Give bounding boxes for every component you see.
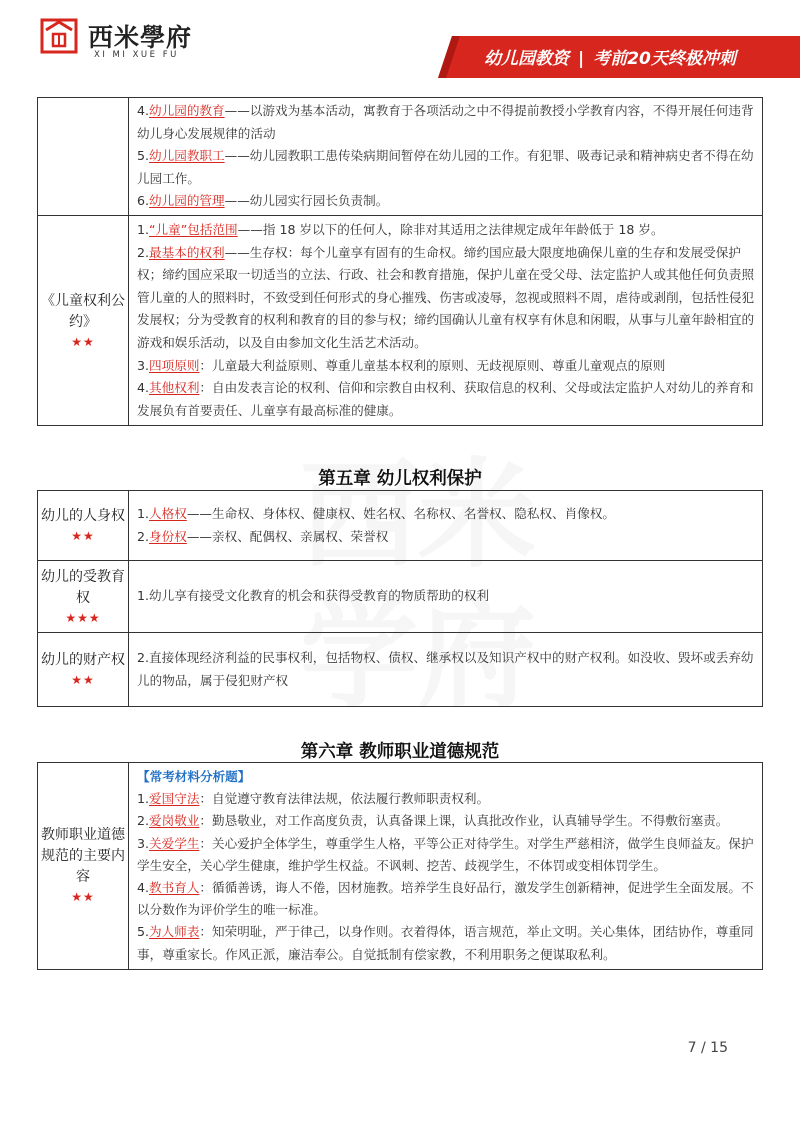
- list-item: 6.幼儿园的管理——幼儿园实行园长负责制。: [137, 193, 389, 209]
- chapter-title: 第六章 教师职业道德规范: [300, 742, 500, 762]
- page-header: [0, 0, 800, 78]
- row-content: [129, 561, 763, 633]
- label-text: 幼儿的人身权: [41, 508, 125, 524]
- list-item: 2.爱岗敬业：勤恳敬业，对工作高度负责，认真备课上课，认真批改作业，认真辅导学生。不得敷衍塞责。: [137, 813, 729, 829]
- keyword: 其他权利: [149, 380, 200, 396]
- list-item: 5.为人师表：知荣明耻，严于律己，以身作则。衣着得体，语言规范，举止文明。关心集体，团结协作，尊重同事，尊重家长。作风正派，廉洁奉公。自觉抵制有偿家教，不利用职务之便谋取私利。: [137, 924, 754, 962]
- list-item: 1.人格权——生命权、身体权、健康权、姓名权、名称权、名誉权、隐私权、肖像权。: [137, 505, 615, 521]
- list-item: 4.其他权利：自由发表言论的权利、信仰和宗教自由权利、获取信息的权利、父母或法定监护人对幼儿的养育和发展负有首要责任、儿童享有最高标准的健康。: [137, 380, 754, 418]
- row-label: [38, 561, 129, 633]
- keyword: 爱岗敬业: [149, 813, 200, 829]
- keyword: 幼儿园教职工: [149, 148, 225, 164]
- page-number: 7 / 15: [687, 1040, 728, 1056]
- label-text: 《儿童权利公约》: [41, 292, 125, 330]
- table-kindergarten-regulations: [37, 97, 763, 426]
- importance-stars: ★★: [71, 673, 95, 687]
- importance-stars: ★★: [71, 529, 95, 543]
- importance-stars: ★★: [71, 334, 95, 349]
- row-label-empty: [38, 98, 129, 216]
- banner-separator: |: [578, 49, 585, 69]
- tip-heading: 【常考材料分析题】: [137, 769, 251, 784]
- banner-left: 幼儿园教资: [484, 49, 569, 69]
- brand-subtitle: XI MI XUE FU: [94, 50, 179, 60]
- keyword: 为人师表: [149, 924, 200, 940]
- row-label: [38, 491, 129, 561]
- keyword: 最基本的权利: [149, 244, 225, 260]
- list-item: 1.“儿童”包括范围——指 18 岁以下的任何人，除非对其适用之法律规定成年年龄低于 18 岁。: [137, 221, 664, 237]
- table-row: [38, 215, 763, 425]
- keyword: 关爱学生: [149, 835, 200, 851]
- banner-text: [484, 44, 736, 69]
- list-item: 2.最基本的权利——生存权：每个儿童享有固有的生命权。缔约国应最大限度地确保儿童的生存和发展受保护权；缔约国应采取一切适当的立法、行政、社会和教育措施，保护儿童在受父母、法定监护人或其他任何负责照管儿童的人的照料时，不致受到任何形式的身心摧残、伤害或凌辱，忽视或照料不周，虐待或剥削，包括性侵犯发展权；分为受教育的权利和教育的目的参与权；缔约国确认儿童有权享有休息和闲暇，从事与儿童年龄相宜的游戏和娱乐活动，以及自由参加文化生活艺术活动。: [137, 244, 755, 350]
- school-logo-icon: [40, 14, 78, 54]
- row-label: [38, 633, 129, 707]
- brand-name: 西米學府: [88, 23, 193, 52]
- keyword: 教书育人: [149, 880, 200, 896]
- table-row: [38, 561, 763, 633]
- list-item: 2.直接体现经济利益的民事权利，包括物权、债权、继承权以及知识产权中的财产权利。如没收、毁坏或丢弃幼儿的物品，属于侵犯财产权: [137, 649, 754, 688]
- table-row: [38, 98, 763, 216]
- label-text: 教师职业道德规范的主要内容: [41, 827, 125, 886]
- table-child-rights: [37, 490, 763, 707]
- keyword: 身份权: [149, 528, 187, 544]
- importance-stars: ★★: [71, 890, 95, 905]
- list-item: 4.教书育人：循循善诱，诲人不倦，因材施教。培养学生良好品行，激发学生创新精神，促进学生全面发展。不以分数作为评价学生的唯一标准。: [137, 880, 754, 918]
- list-item: 3.关爱学生：关心爱护全体学生，尊重学生人格，平等公正对待学生。对学生严慈相济，做学生良师益友。保护学生安全，关心学生健康，维护学生权益。不讽刺、挖苦、歧视学生，不体罚或变相体罚学生。: [137, 835, 754, 873]
- list-item: 1.爱国守法：自觉遵守教育法律法规，依法履行教师职责权利。: [137, 791, 490, 807]
- list-item: 1.幼儿享有接受文化教育的机会和获得受教育的物质帮助的权利: [137, 588, 490, 604]
- row-content: [129, 633, 763, 707]
- list-item: 2.身份权——亲权、配偶权、亲属权、荣誉权: [137, 528, 389, 544]
- keyword: 幼儿园的管理: [149, 193, 225, 209]
- keyword: 人格权: [149, 505, 187, 521]
- table-teacher-ethics: [37, 762, 763, 970]
- row-label: [38, 215, 129, 425]
- chapter-title: 第五章 幼儿权利保护: [318, 469, 482, 489]
- keyword: 四项原则: [149, 357, 200, 373]
- list-item: 3.四项原则：儿童最大利益原则、尊重儿童基本权利的原则、无歧视原则、尊重儿童观点的原则: [137, 357, 666, 373]
- keyword: 爱国守法: [149, 791, 200, 807]
- table-row: [38, 491, 763, 561]
- label-text: 幼儿的受教育权: [41, 568, 125, 606]
- importance-stars: ★★★: [65, 610, 101, 625]
- keyword: “儿童”包括范围: [149, 221, 238, 237]
- list-item: 4.幼儿园的教育——以游戏为基本活动，寓教育于各项活动之中不得提前教授小学教育内容，不得开展任何违背幼儿身心发展规律的活动: [137, 103, 754, 141]
- keyword: 幼儿园的教育: [149, 103, 225, 118]
- row-content: [129, 98, 763, 216]
- row-label: [38, 763, 129, 970]
- table-row: [38, 633, 763, 707]
- list-item: 5.幼儿园教职工——幼儿园教职工患传染病期间暂停在幼儿园的工作。有犯罪、吸毒记录和精神病史者不得在幼儿园工作。: [137, 148, 754, 186]
- banner-right: 考前20天终极冲刺: [593, 49, 736, 69]
- row-content: [129, 215, 763, 425]
- label-text: 幼儿的财产权: [41, 652, 125, 668]
- row-content: [129, 491, 763, 561]
- row-content: [129, 763, 763, 970]
- table-row: [38, 763, 763, 970]
